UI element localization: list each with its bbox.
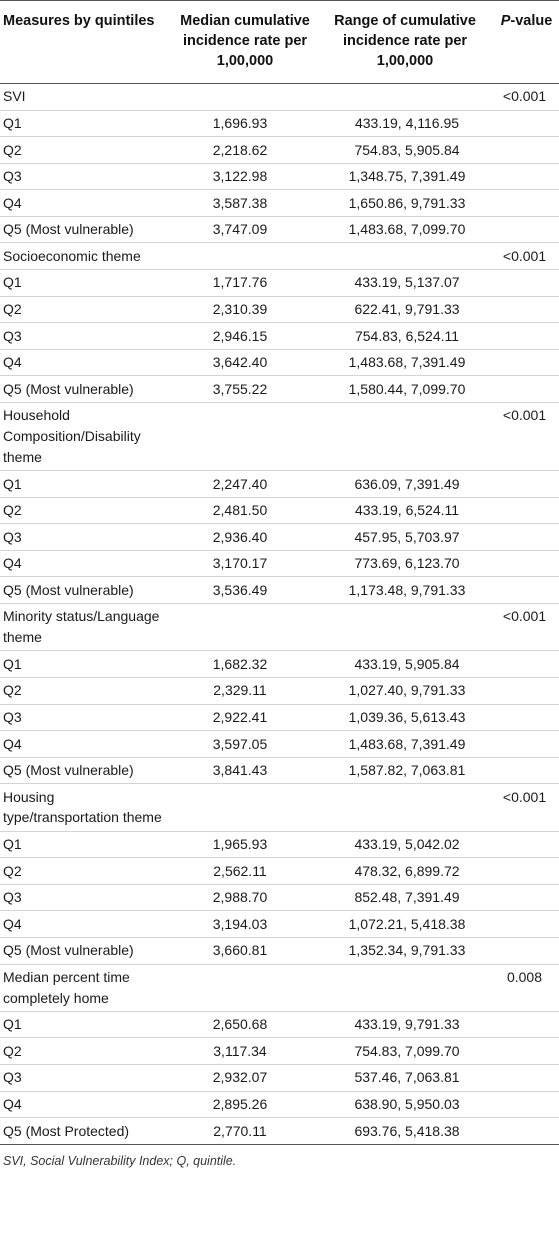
median-value: 3,755.22 xyxy=(212,380,268,397)
empty-cell xyxy=(170,784,320,831)
range-value: 1,580.44, 7,099.70 xyxy=(348,380,466,397)
empty-cell xyxy=(490,677,559,704)
range-value: 433.19, 6,524.11 xyxy=(354,502,460,519)
theme-title: Housing type/transportation theme xyxy=(3,788,162,826)
theme-row xyxy=(0,964,559,1011)
quintile-label: Q3 xyxy=(3,1069,22,1086)
median-value: 3,587.38 xyxy=(212,194,268,211)
empty-cell xyxy=(170,84,320,111)
empty-cell xyxy=(490,296,559,323)
empty-cell xyxy=(490,1091,559,1118)
theme-title: Socioeconomic theme xyxy=(3,247,141,264)
empty-cell xyxy=(320,243,490,270)
range-value: 1,483.68, 7,391.49 xyxy=(348,354,466,371)
range-value: 636.09, 7,391.49 xyxy=(354,475,460,492)
empty-cell xyxy=(490,497,559,524)
range-value: 537.46, 7,063.81 xyxy=(354,1069,460,1086)
empty-cell xyxy=(490,349,559,376)
table-row xyxy=(0,163,559,190)
empty-cell xyxy=(170,243,320,270)
quintile-label: Q1 xyxy=(3,836,22,853)
range-value: 1,039.36, 5,613.43 xyxy=(348,708,466,725)
theme-pvalue: <0.001 xyxy=(502,788,547,805)
quintile-label: Q4 xyxy=(3,555,22,572)
quintile-label: Q5 (Most vulnerable) xyxy=(3,762,134,779)
quintile-label: Q5 (Most Protected) xyxy=(3,1122,130,1139)
quintile-label: Q3 xyxy=(3,327,22,344)
empty-cell xyxy=(490,704,559,731)
median-value: 2,650.68 xyxy=(212,1016,268,1033)
range-value: 1,173.48, 9,791.33 xyxy=(348,581,466,598)
range-value: 638.90, 5,950.03 xyxy=(354,1096,460,1113)
median-value: 2,922.41 xyxy=(212,708,268,725)
empty-cell xyxy=(490,137,559,164)
median-value: 2,895.26 xyxy=(212,1096,268,1113)
table-row xyxy=(0,323,559,350)
empty-cell xyxy=(490,323,559,350)
table-header xyxy=(0,1,559,84)
median-value: 3,194.03 xyxy=(212,915,268,932)
theme-pvalue: <0.001 xyxy=(502,608,547,625)
table-row xyxy=(0,1038,559,1065)
median-value: 2,562.11 xyxy=(213,862,267,879)
median-value: 3,536.49 xyxy=(212,581,268,598)
table-row xyxy=(0,550,559,577)
theme-pvalue: <0.001 xyxy=(502,407,547,424)
range-value: 433.19, 5,905.84 xyxy=(354,655,460,672)
range-value: 1,348.75, 7,391.49 xyxy=(348,168,466,185)
quintile-label: Q1 xyxy=(3,655,22,672)
quintile-label: Q4 xyxy=(3,915,22,932)
quintile-label: Q2 xyxy=(3,862,22,879)
quintile-label: Q4 xyxy=(3,1096,22,1113)
header-row xyxy=(0,1,559,84)
median-value: 2,218.62 xyxy=(212,141,268,158)
quintile-label: Q2 xyxy=(3,141,22,158)
median-value: 2,936.40 xyxy=(212,528,268,545)
table-row xyxy=(0,937,559,964)
table-row xyxy=(0,270,559,297)
empty-cell xyxy=(320,84,490,111)
empty-cell xyxy=(490,757,559,784)
range-value: 433.19, 5,042.02 xyxy=(354,836,460,853)
median-value: 2,946.15 xyxy=(212,327,268,344)
range-value: 1,483.68, 7,099.70 xyxy=(348,221,466,238)
median-value: 3,122.98 xyxy=(212,168,268,185)
theme-title: Median percent time completely home xyxy=(3,968,130,1006)
table-row xyxy=(0,349,559,376)
empty-cell xyxy=(490,911,559,938)
empty-cell xyxy=(490,884,559,911)
theme-pvalue: 0.008 xyxy=(506,968,543,985)
empty-cell xyxy=(170,604,320,651)
empty-cell xyxy=(170,402,320,470)
table-row xyxy=(0,497,559,524)
theme-row xyxy=(0,84,559,111)
median-value: 1,696.93 xyxy=(212,114,268,131)
empty-cell xyxy=(490,190,559,217)
median-value: 2,310.39 xyxy=(212,301,268,318)
range-value: 433.19, 9,791.33 xyxy=(354,1016,460,1033)
theme-title: Household Composition/Disability theme xyxy=(3,407,141,465)
median-value: 2,481.50 xyxy=(212,502,268,519)
median-value: 2,932.07 xyxy=(212,1069,268,1086)
range-value: 852.48, 7,391.49 xyxy=(354,889,460,906)
empty-cell xyxy=(490,1038,559,1065)
empty-cell xyxy=(490,1011,559,1038)
table-row xyxy=(0,137,559,164)
table-row xyxy=(0,731,559,758)
median-value: 3,170.17 xyxy=(212,555,268,572)
empty-cell xyxy=(490,1118,559,1145)
table-body xyxy=(0,84,559,1145)
table-row xyxy=(0,1011,559,1038)
range-value: 1,483.68, 7,391.49 xyxy=(348,735,466,752)
table-row xyxy=(0,858,559,885)
header-pvalue-suffix: -value xyxy=(510,13,553,29)
range-value: 1,650.86, 9,791.33 xyxy=(348,194,466,211)
range-value: 1,027.40, 9,791.33 xyxy=(348,682,466,699)
quintile-label: Q4 xyxy=(3,354,22,371)
range-value: 754.83, 5,905.84 xyxy=(354,141,460,158)
empty-cell xyxy=(490,937,559,964)
range-value: 433.19, 5,137.07 xyxy=(354,274,460,291)
quintile-label: Q3 xyxy=(3,889,22,906)
quintile-label: Q3 xyxy=(3,708,22,725)
median-value: 1,717.76 xyxy=(212,274,268,291)
theme-pvalue: <0.001 xyxy=(502,247,547,264)
table-row xyxy=(0,296,559,323)
header-pvalue-p: P xyxy=(500,13,511,29)
empty-cell xyxy=(170,964,320,1011)
theme-title: Minority status/Language theme xyxy=(3,608,160,646)
quintile-label: Q4 xyxy=(3,194,22,211)
quintile-label: Q1 xyxy=(3,1016,22,1033)
range-value: 433.19, 4,116.95 xyxy=(354,114,460,131)
empty-cell xyxy=(490,550,559,577)
empty-cell xyxy=(320,402,490,470)
empty-cell xyxy=(490,858,559,885)
median-value: 2,770.11 xyxy=(213,1122,267,1139)
range-value: 754.83, 6,524.11 xyxy=(354,327,460,344)
range-value: 1,072.21, 5,418.38 xyxy=(348,915,466,932)
table-row xyxy=(0,577,559,604)
median-value: 3,747.09 xyxy=(212,221,268,238)
table-row xyxy=(0,831,559,858)
quintile-label: Q5 (Most vulnerable) xyxy=(3,581,134,598)
table-row xyxy=(0,216,559,243)
header-median: Median cumulative incidence rate per 1,00,000 xyxy=(180,13,310,69)
empty-cell xyxy=(490,376,559,403)
quintile-label: Q5 (Most vulnerable) xyxy=(3,221,134,238)
theme-row xyxy=(0,243,559,270)
table-row xyxy=(0,1065,559,1092)
empty-cell xyxy=(490,577,559,604)
median-value: 2,247.40 xyxy=(212,475,268,492)
theme-title: SVI xyxy=(3,88,26,105)
empty-cell xyxy=(320,964,490,1011)
theme-pvalue: <0.001 xyxy=(502,88,547,105)
table-row xyxy=(0,757,559,784)
range-value: 693.76, 5,418.38 xyxy=(354,1122,460,1139)
table-row xyxy=(0,1118,559,1145)
quintile-label: Q2 xyxy=(3,682,22,699)
range-value: 773.69, 6,123.70 xyxy=(354,555,460,572)
table-row xyxy=(0,110,559,137)
empty-cell xyxy=(490,524,559,551)
theme-row xyxy=(0,784,559,831)
table-row xyxy=(0,884,559,911)
table-row xyxy=(0,190,559,217)
quintile-label: Q3 xyxy=(3,168,22,185)
table-row xyxy=(0,677,559,704)
theme-row xyxy=(0,402,559,470)
quintile-label: Q1 xyxy=(3,274,22,291)
header-range: Range of cumulative incidence rate per 1,00,000 xyxy=(334,13,476,69)
median-value: 1,682.32 xyxy=(212,655,268,672)
empty-cell xyxy=(490,731,559,758)
header-pvalue xyxy=(490,1,559,84)
table-row xyxy=(0,376,559,403)
median-value: 3,841.43 xyxy=(212,762,268,779)
empty-cell xyxy=(490,471,559,498)
range-value: 622.41, 9,791.33 xyxy=(354,301,460,318)
quintile-label: Q1 xyxy=(3,475,22,492)
quintile-label: Q3 xyxy=(3,528,22,545)
quintile-label: Q2 xyxy=(3,301,22,318)
empty-cell xyxy=(320,604,490,651)
table-row xyxy=(0,1091,559,1118)
empty-cell xyxy=(320,784,490,831)
table-footnote: SVI, Social Vulnerability Index; Q, quintile. xyxy=(3,1153,237,1168)
range-value: 1,352.34, 9,791.33 xyxy=(348,942,466,959)
median-value: 3,117.34 xyxy=(213,1042,267,1059)
empty-cell xyxy=(490,651,559,678)
table-row xyxy=(0,651,559,678)
median-value: 1,965.93 xyxy=(212,836,268,853)
median-value: 2,329.11 xyxy=(213,682,267,699)
range-value: 754.83, 7,099.70 xyxy=(354,1042,460,1059)
median-value: 3,642.40 xyxy=(212,354,268,371)
quintile-label: Q5 (Most vulnerable) xyxy=(3,380,134,397)
table-row xyxy=(0,911,559,938)
range-value: 457.95, 5,703.97 xyxy=(354,528,460,545)
empty-cell xyxy=(490,831,559,858)
theme-row xyxy=(0,604,559,651)
empty-cell xyxy=(490,216,559,243)
empty-cell xyxy=(490,110,559,137)
quintile-label: Q2 xyxy=(3,1042,22,1059)
median-value: 3,597.05 xyxy=(212,735,268,752)
empty-cell xyxy=(490,270,559,297)
quintile-label: Q2 xyxy=(3,502,22,519)
empty-cell xyxy=(490,1065,559,1092)
range-value: 478.32, 6,899.72 xyxy=(354,862,460,879)
quintile-label: Q4 xyxy=(3,735,22,752)
empty-cell xyxy=(490,163,559,190)
table-row xyxy=(0,471,559,498)
median-value: 2,988.70 xyxy=(212,889,268,906)
quintile-label: Q5 (Most vulnerable) xyxy=(3,942,134,959)
table-row xyxy=(0,524,559,551)
range-value: 1,587.82, 7,063.81 xyxy=(348,762,466,779)
median-value: 3,660.81 xyxy=(212,942,268,959)
table-row xyxy=(0,704,559,731)
quintile-label: Q1 xyxy=(3,114,22,131)
header-measures: Measures by quintiles xyxy=(3,13,155,29)
